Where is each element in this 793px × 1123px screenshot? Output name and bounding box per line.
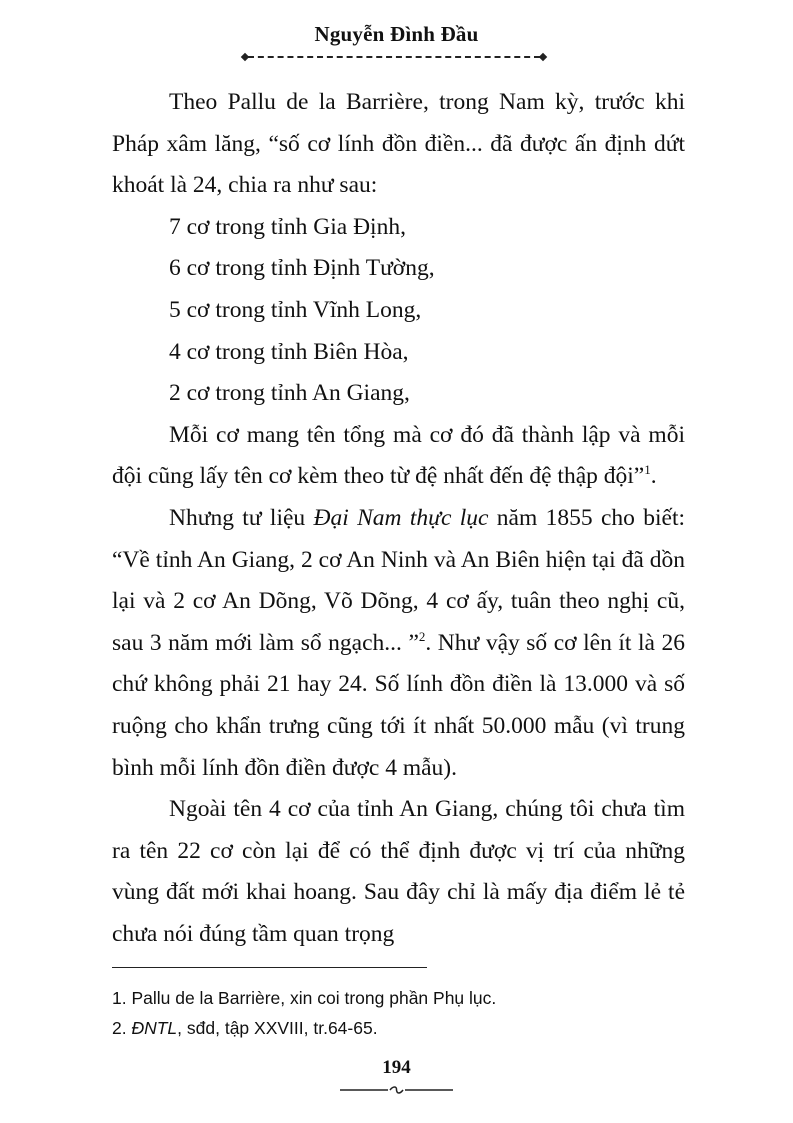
paragraph-3-before: Nhưng tư liệu xyxy=(169,504,314,531)
footnote-2 xyxy=(112,1013,685,1043)
list-item: 7 cơ trong tỉnh Gia Định, xyxy=(169,213,406,240)
page-number: 194 xyxy=(382,1057,411,1078)
list-item: 4 cơ trong tỉnh Biên Hòa, xyxy=(169,338,409,365)
list-item: 6 cơ trong tỉnh Định Tường, xyxy=(169,255,435,282)
footnote-ref-1: 1 xyxy=(644,462,651,478)
book-title: Đại Nam thực lục xyxy=(313,504,489,531)
list-item: 2 cơ trong tỉnh An Giang, xyxy=(169,380,410,407)
paragraph-4: Ngoài tên 4 cơ của tỉnh An Giang, chúng tôi chưa tìm ra tên 22 cơ còn lại để có thể định được vị trí của những vùng đất mới khai hoang. Sau đây chỉ là mấy địa điểm lẻ tẻ chưa nói đúng tầm quan trọng xyxy=(112,796,685,947)
header-rule xyxy=(248,56,540,58)
paragraph-3-after: năm 1855 cho biết: “Về tỉnh An Giang, 2 cơ An Ninh và An Biên hiện tại đã dồn lại và 2 cơ An Dõng, Võ Dõng, 4 cơ ấy, tuân theo nghị cũ, sau 3 năm mới làm sổ ngạch... ” xyxy=(112,504,685,656)
page-number-ornament xyxy=(340,1086,453,1094)
footnote-ref-2: 2 xyxy=(418,628,426,644)
paragraph-2 xyxy=(112,415,685,498)
running-header: Nguyễn Đình Đầu xyxy=(314,22,479,46)
footnote-2-abbrev: ĐNTL xyxy=(131,1018,178,1038)
footnotes xyxy=(112,983,685,1043)
paragraph-3 xyxy=(112,498,685,789)
footnote-2-rest: , sđd, tập XXVIII, tr.64-65. xyxy=(177,1018,378,1038)
main-text xyxy=(112,82,685,955)
paragraph-1: Theo Pallu de la Barrière, trong Nam kỳ, trước khi Pháp xâm lăng, “số cơ lính đồn điền... đã được ấn định dứt khoát là 24, chia ra như sau: xyxy=(112,89,685,199)
footnote-2-num: 2. xyxy=(112,1018,132,1038)
footnote-rule xyxy=(112,967,427,968)
list-item: 5 cơ trong tỉnh Vĩnh Long, xyxy=(169,296,422,323)
footnote-1: 1. Pallu de la Barrière, xin coi trong phần Phụ lục. xyxy=(112,988,497,1008)
paragraph-3-rest: . Như vậy số cơ lên ít là 26 chứ không phải 21 hay 24. Số lính đồn điền là 13.000 và số ruộng cho khẩn trưng cũng tới ít nhất 50.000 mẫu (vì trung bình mỗi lính đồn điền được 4 mẫu). xyxy=(112,629,685,781)
paragraph-2-text: Mỗi cơ mang tên tổng mà cơ đó đã thành lập và mỗi đội cũng lấy tên cơ kèm theo từ đệ nhất đến đệ thập đội” xyxy=(112,421,685,490)
paragraph-2-end: . xyxy=(650,463,657,490)
